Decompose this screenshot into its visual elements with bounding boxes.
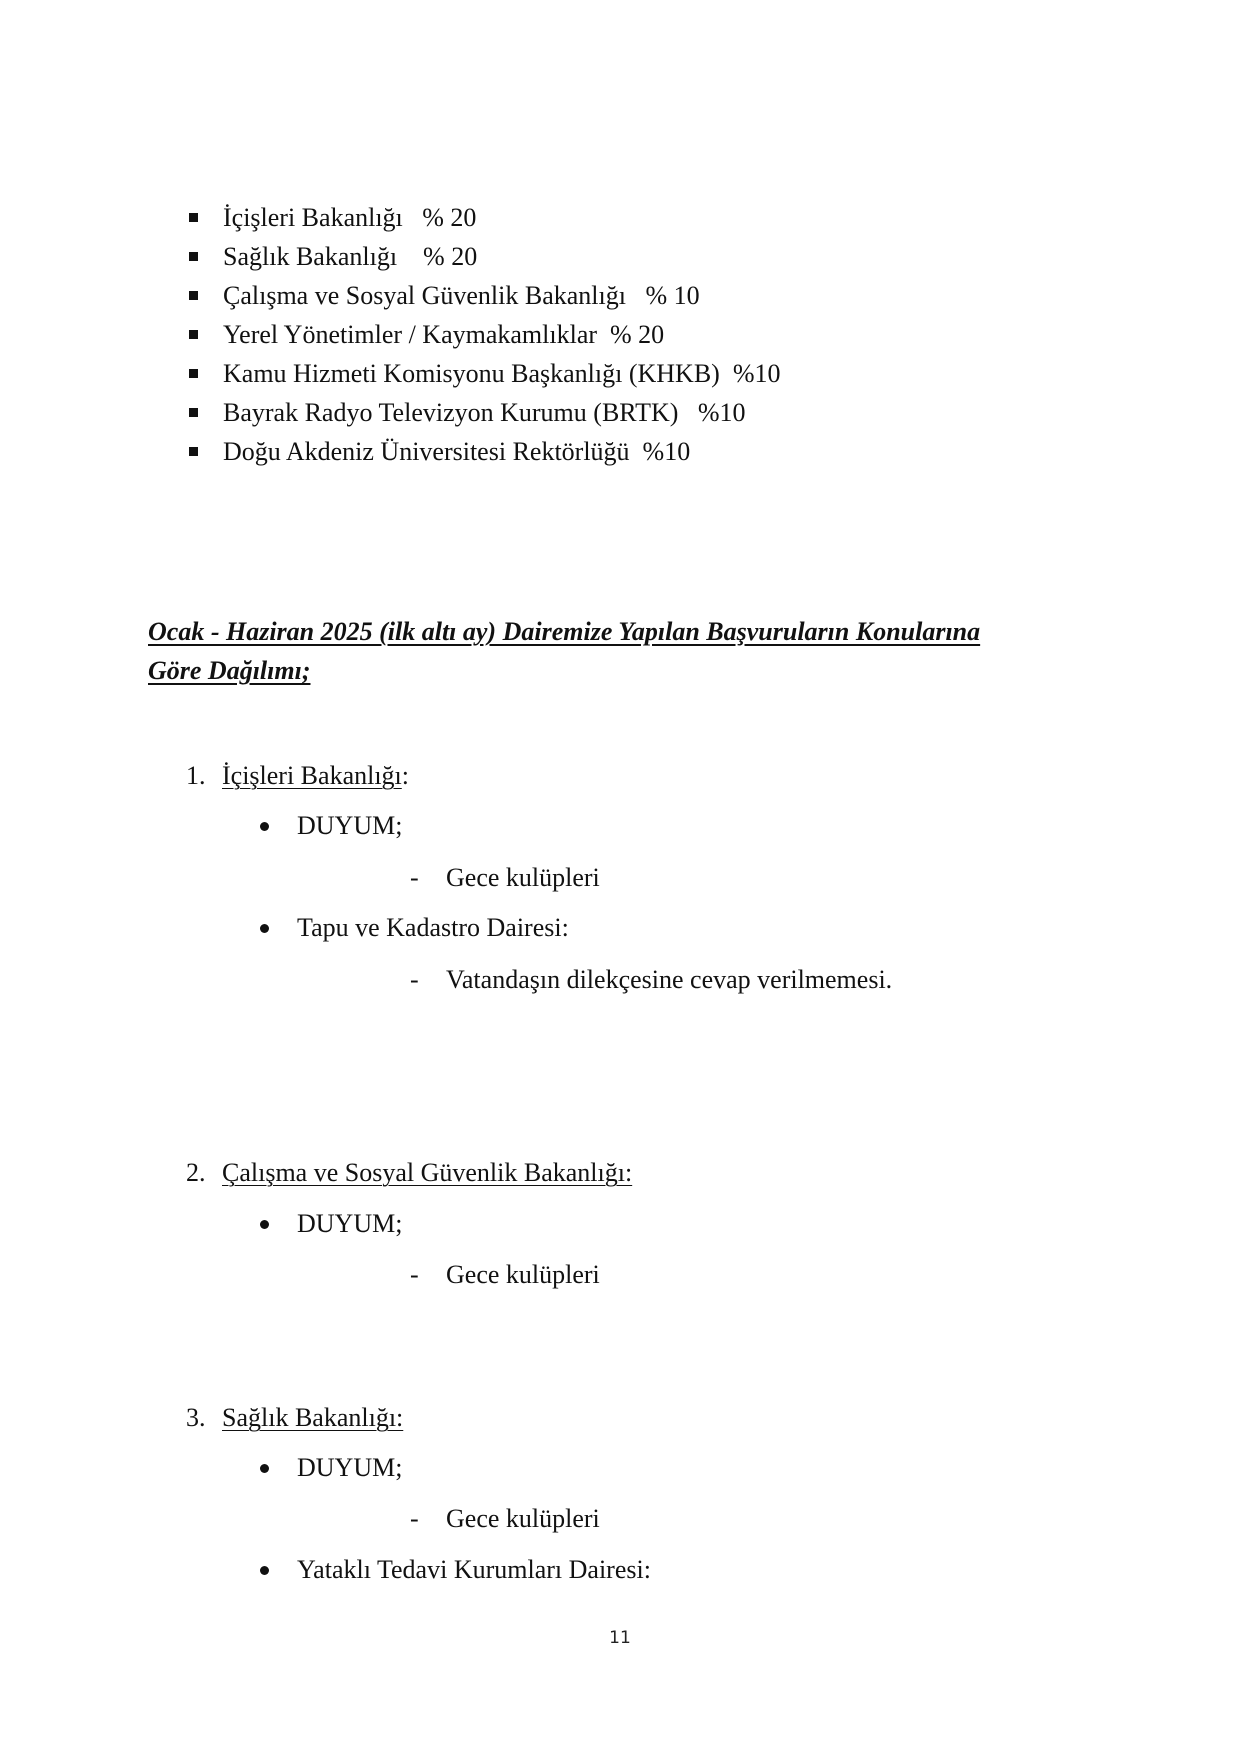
section-heading-line-2: Göre Dağılımı; [148,656,311,685]
dash-bullet: - [410,863,419,892]
section-number: 3. [186,1403,206,1432]
round-bullet-icon [260,1220,269,1229]
dash-bullet: - [410,1504,419,1533]
round-bullet-icon [260,924,269,933]
list-item: DUYUM; [297,811,403,840]
square-bullet-icon [189,252,198,261]
list-item: Gece kulüpleri [446,1504,600,1533]
square-bullet-icon [189,213,198,222]
list-item: İçişleri Bakanlığı % 20 [186,198,781,237]
square-bullet-icon [189,330,198,339]
section-title: Çalışma ve Sosyal Güvenlik Bakanlığı: [222,1158,633,1187]
list-item: DUYUM; [297,1453,403,1482]
list-item: Yerel Yönetimler / Kaymakamlıklar % 20 [186,315,781,354]
list-item: Çalışma ve Sosyal Güvenlik Bakanlığı % 10 [186,276,781,315]
list-item: Doğu Akdeniz Üniversitesi Rektörlüğü %10 [186,432,781,471]
section-title: Sağlık Bakanlığı: [222,1403,404,1432]
list-item: DUYUM; [297,1209,403,1238]
page-number: 11 [609,1628,631,1648]
round-bullet-icon [260,1566,269,1575]
dash-bullet: - [410,965,419,994]
dash-bullet: - [410,1260,419,1289]
list-item: Bayrak Radyo Televizyon Kurumu (BRTK) %10 [186,393,781,432]
section-heading-line-1: Ocak - Haziran 2025 (ilk altı ay) Dairemize Yapılan Başvuruların Konularına [148,617,981,646]
list-item: Gece kulüpleri [446,1260,600,1289]
ministry-share-list [186,198,781,471]
list-item: Sağlık Bakanlığı % 20 [186,237,781,276]
list-item: Kamu Hizmeti Komisyonu Başkanlığı (KHKB) %10 [186,354,781,393]
section-number: 2. [186,1158,206,1187]
list-item: Gece kulüpleri [446,863,600,892]
section-number: 1. [186,761,206,790]
list-item: Yataklı Tedavi Kurumları Dairesi: [297,1555,651,1584]
round-bullet-icon [260,1464,269,1473]
square-bullet-icon [189,291,198,300]
square-bullet-icon [189,447,198,456]
section-title: İçişleri Bakanlığı: [222,761,410,790]
square-bullet-icon [189,369,198,378]
list-item: Tapu ve Kadastro Dairesi: [297,913,569,942]
round-bullet-icon [260,822,269,831]
square-bullet-icon [189,408,198,417]
section-heading [148,612,1098,690]
list-item: Vatandaşın dilekçesine cevap verilmemesi. [446,965,893,994]
